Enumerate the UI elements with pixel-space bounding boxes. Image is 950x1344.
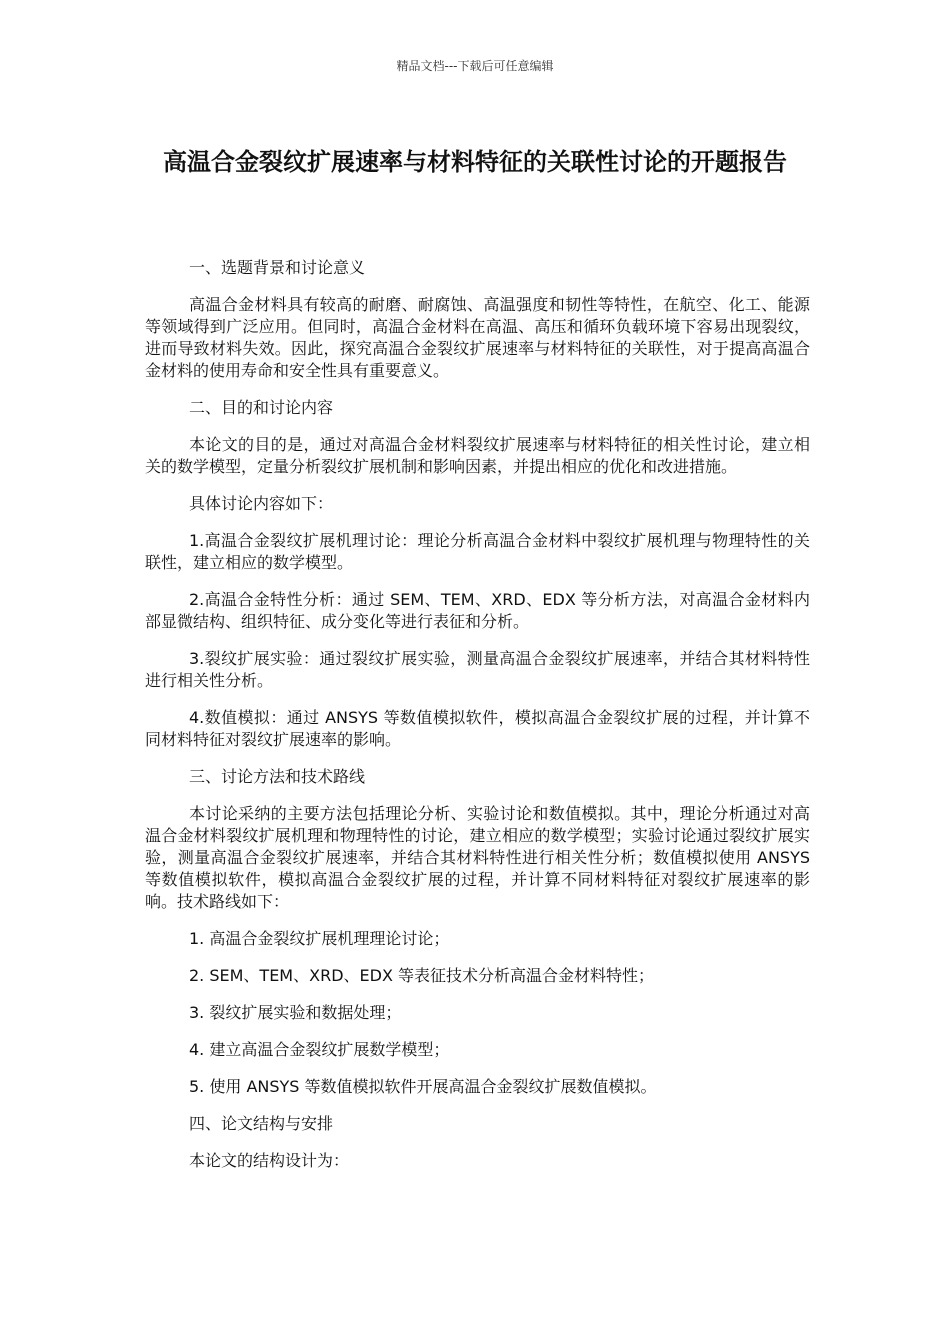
document-title: 高温合金裂纹扩展速率与材料特征的关联性讨论的开题报告 [163,148,787,176]
document-body [145,257,810,1187]
paragraph: 本论文的结构设计为： [189,1151,350,1170]
list-item: 3.裂纹扩展实验：通过裂纹扩展实验，测量高温合金裂纹扩展速率，并结合其材料特性进行相关性分析。 [145,649,810,690]
list-item: 2.高温合金特性分析：通过 SEM、TEM、XRD、EDX 等分析方法，对高温合金材料内部显微结构、组织特征、成分变化等进行表征和分析。 [145,590,810,631]
section-heading-4: 四、论文结构与安排 [189,1114,334,1133]
list-item: 1. 高温合金裂纹扩展机理理论讨论； [189,929,450,948]
section-heading-3: 三、讨论方法和技术路线 [189,767,366,786]
list-item: 4.数值模拟：通过 ANSYS 等数值模拟软件，模拟高温合金裂纹扩展的过程，并计算不同材料特征对裂纹扩展速率的影响。 [145,708,810,749]
page-header: 精品文档---下载后可任意编辑 [396,59,554,73]
paragraph: 本讨论采纳的主要方法包括理论分析、实验讨论和数值模拟。其中，理论分析通过对高温合金材料裂纹扩展机理和物理特性的讨论，建立相应的数学模型；实验讨论通过裂纹扩展实验，测量高温合金裂纹扩展速率，并结合其材料特性进行相关性分析；数值模拟使用 ANSYS 等数值模拟软件，模拟高温合金裂纹扩展的过程，并计算不同材料特征对裂纹扩展速率的影响。技术路线如下： [145,804,810,911]
list-item: 3. 裂纹扩展实验和数据处理； [189,1003,402,1022]
paragraph: 高温合金材料具有较高的耐磨、耐腐蚀、高温强度和韧性等特性，在航空、化工、能源等领域得到广泛应用。但同时，高温合金材料在高温、高压和循环负载环境下容易出现裂纹，进而导致材料失效。因此，探究高温合金裂纹扩展速率与材料特征的关联性，对于提高高温合金材料的使用寿命和安全性具有重要意义。 [145,295,810,380]
paragraph: 本论文的目的是，通过对高温合金材料裂纹扩展速率与材料特征的相关性讨论，建立相关的数学模型，定量分析裂纹扩展机制和影响因素，并提出相应的优化和改进措施。 [145,435,810,476]
section-heading-1: 一、选题背景和讨论意义 [189,258,366,277]
list-item: 5. 使用 ANSYS 等数值模拟软件开展高温合金裂纹扩展数值模拟。 [189,1077,657,1096]
section-heading-2: 二、目的和讨论内容 [189,398,334,417]
paragraph: 具体讨论内容如下： [189,494,334,513]
list-item: 4. 建立高温合金裂纹扩展数学模型； [189,1040,450,1059]
list-item: 2. SEM、TEM、XRD、EDX 等表征技术分析高温合金材料特性； [189,966,654,985]
list-item: 1.高温合金裂纹扩展机理讨论：理论分析高温合金材料中裂纹扩展机理与物理特性的关联性，建立相应的数学模型。 [145,531,810,572]
